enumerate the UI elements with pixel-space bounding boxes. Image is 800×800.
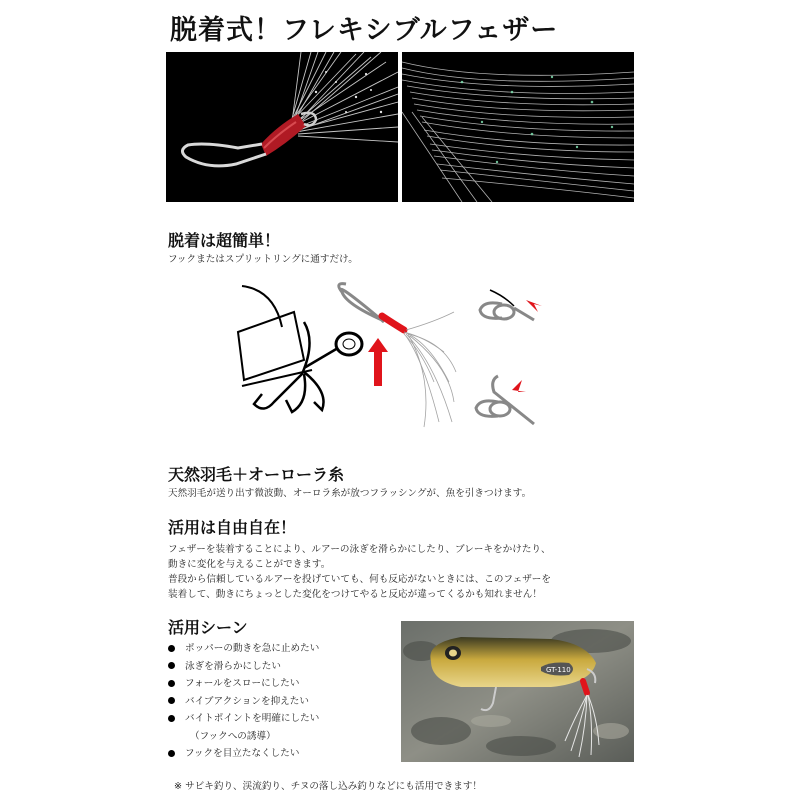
feather-photo-fibers xyxy=(402,52,634,202)
usage-line-4: 装着して、動きにちょっとした変化をつけてやると反応が違ってくるかも知れません！ xyxy=(168,589,542,600)
bullet-icon xyxy=(168,697,175,704)
lure-model-label: GT-110 xyxy=(546,666,571,674)
feather-photo-closeup xyxy=(166,52,398,202)
section-text-attach: フックまたはスプリットリングに通すだけ。 xyxy=(168,254,358,265)
section-heading-scenes: 活用シーン xyxy=(168,618,248,637)
list-item: バイブアクションを抑えたい xyxy=(168,693,319,711)
list-item: フォールをスローにしたい xyxy=(168,675,319,693)
list-item: 泳ぎを滑らかにしたい xyxy=(168,658,319,676)
usage-line-3: 普段から信頼しているルアーを投げていても、何も反応がないときには、このフェザーを xyxy=(168,574,551,585)
section-heading-materials: 天然羽毛＋オーローラ糸 xyxy=(168,465,345,484)
bullet-icon xyxy=(168,715,175,722)
section-heading-usage: 活用は自由自在！ xyxy=(168,518,297,537)
page-title: 脱着式！フレキシブルフェザー xyxy=(170,15,559,46)
list-item: ポッパーの動きを急に止めたい xyxy=(168,640,319,658)
list-item: バイトポイントを明確にしたい xyxy=(168,710,319,728)
usage-scene-list xyxy=(168,640,319,763)
list-item: フックを目立たなくしたい xyxy=(168,745,319,763)
list-item-sub: （フックへの誘導） xyxy=(190,730,276,742)
section-text-materials: 天然羽毛が送り出す微波動、オーロラ糸が放つフラッシングが、魚を引きつけます。 xyxy=(168,488,532,499)
bullet-icon xyxy=(168,750,175,757)
bullet-icon xyxy=(168,680,175,687)
footnote: ※ サビキ釣り、渓流釣り、チヌの落し込み釣りなどにも活用できます！ xyxy=(174,781,483,792)
usage-line-2: 動きに変化を与えることができます。 xyxy=(168,559,331,570)
lure-photo xyxy=(401,621,634,762)
attachment-diagram xyxy=(234,282,564,434)
usage-line-1: フェザーを装着することにより、ルアーの泳ぎを滑らかにしたり、ブレーキをかけたり、 xyxy=(168,544,551,555)
bullet-icon xyxy=(168,662,175,669)
bullet-icon xyxy=(168,645,175,652)
section-heading-attach: 脱着は超簡単！ xyxy=(168,231,281,250)
